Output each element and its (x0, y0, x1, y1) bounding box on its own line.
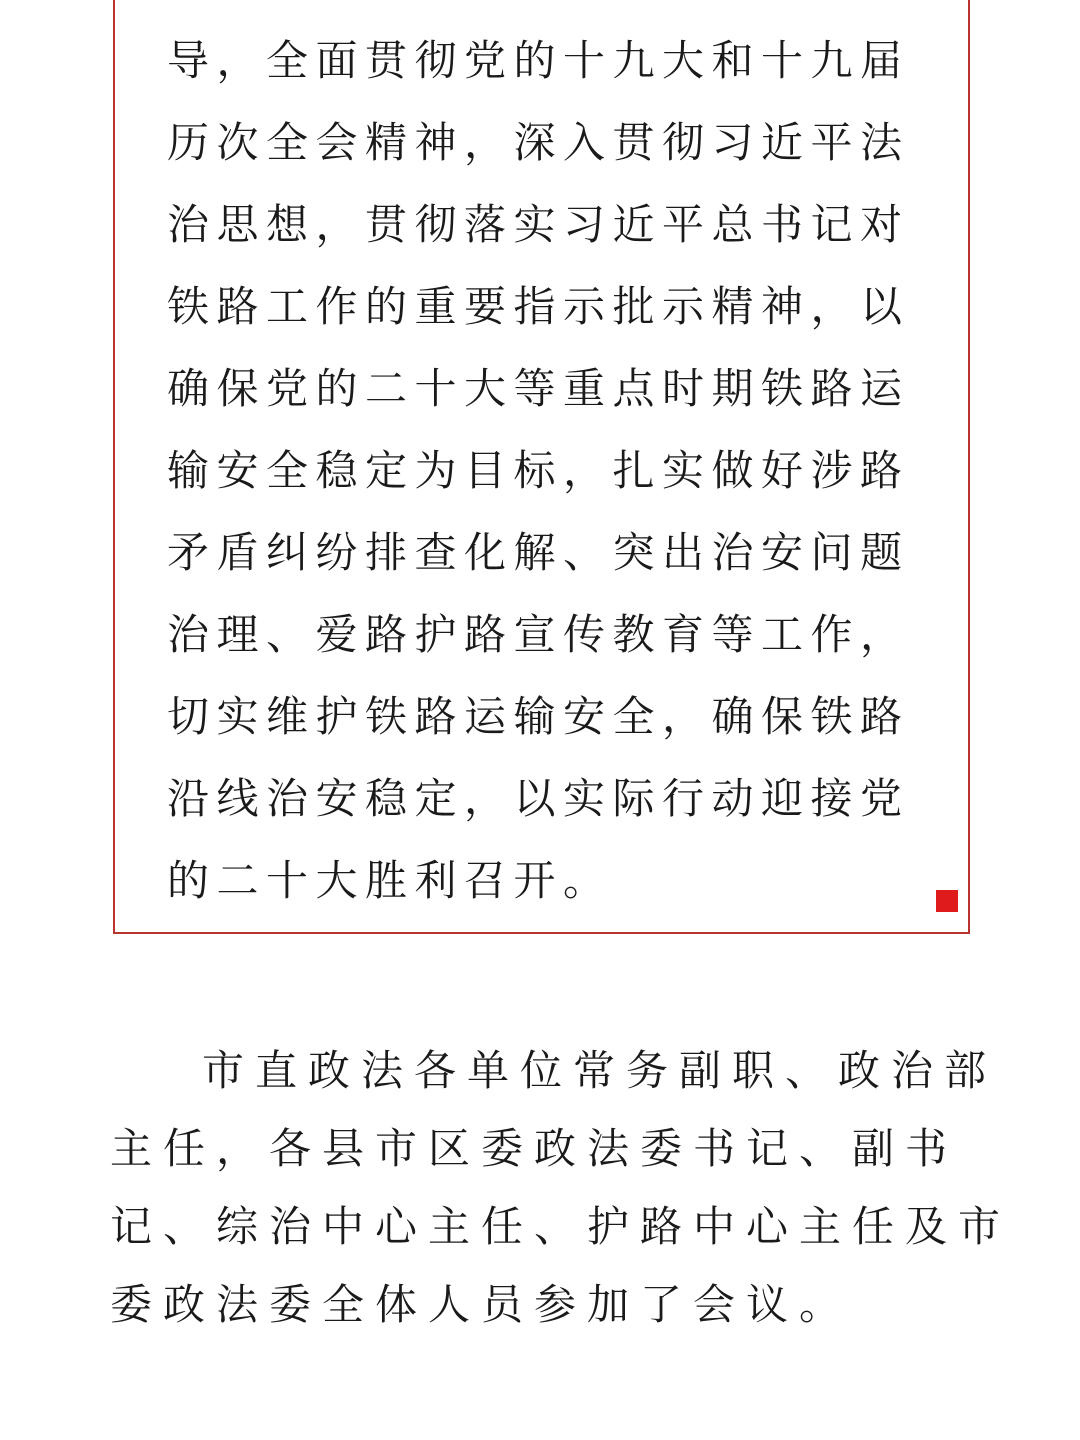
quote-line: 确保党的二十大等重点时期铁路运 (167, 364, 910, 413)
paragraph-line: 委政法委全体人员参加了会议。 (110, 1280, 853, 1329)
quote-line: 治理、爱路护路宣传教育等工作， (167, 610, 910, 659)
quote-line: 历次全会精神，深入贯彻习近平法 (167, 118, 910, 167)
quote-line: 沿线治安稳定，以实际行动迎接党 (167, 774, 910, 823)
body-paragraph (110, 1032, 1012, 1344)
quote-box (113, 0, 970, 934)
quote-line: 铁路工作的重要指示批示精神，以 (167, 282, 910, 331)
quote-line: 切实维护铁路运输安全，确保铁路 (167, 692, 910, 741)
quote-line: 矛盾纠纷排查化解、突出治安问题 (167, 528, 910, 577)
paragraph-line: 记、综治中心主任、护路中心主任及市 (110, 1202, 1012, 1251)
quote-line: 输安全稳定为目标，扎实做好涉路 (167, 446, 910, 495)
quote-line: 治思想，贯彻落实习近平总书记对 (167, 200, 910, 249)
quote-line: 的二十大胜利召开。 (167, 856, 613, 905)
quote-line: 导，全面贯彻党的十九大和十九届 (167, 36, 910, 85)
paragraph-line: 主任，各县市区委政法委书记、副书 (110, 1124, 959, 1173)
quote-text (167, 20, 927, 922)
end-mark-square-icon (936, 890, 958, 912)
paragraph-line: 市直政法各单位常务副职、政治部 (202, 1046, 998, 1095)
